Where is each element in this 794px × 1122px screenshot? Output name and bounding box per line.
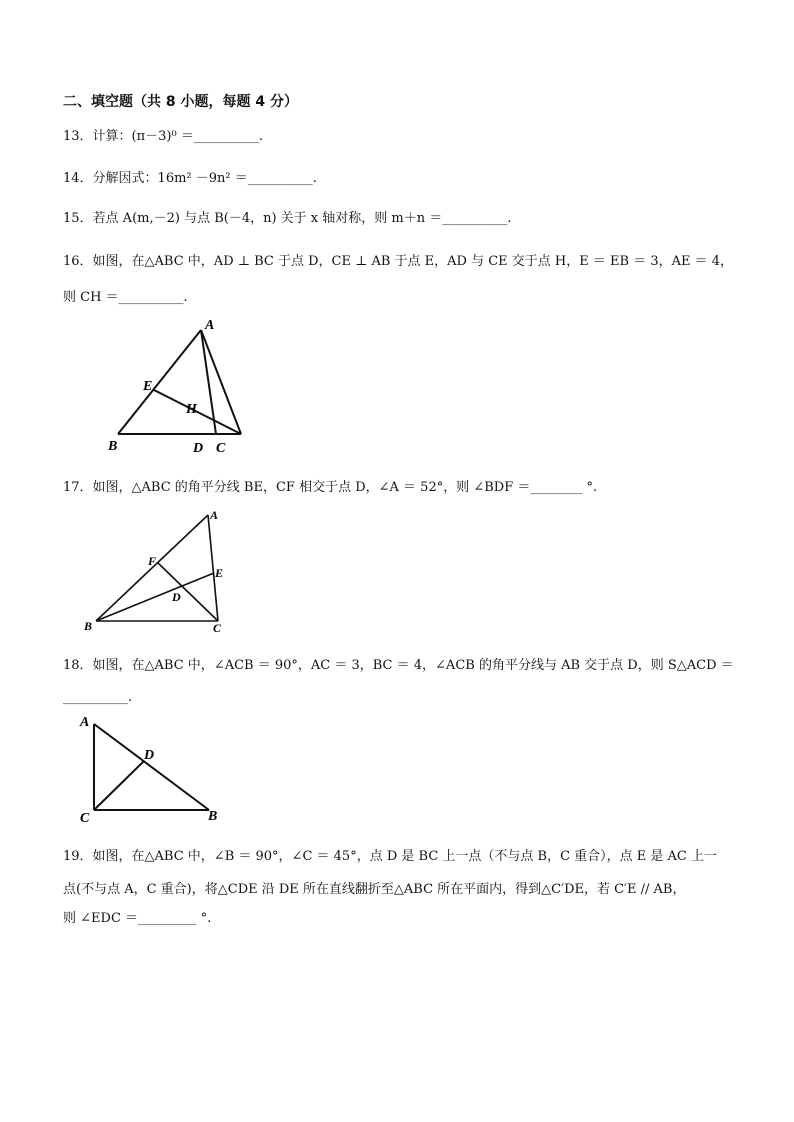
question-19-line3: 则 ∠EDC ＝_________ °.	[63, 911, 212, 926]
label-a: A	[80, 715, 90, 730]
label-a: A	[210, 508, 219, 522]
question-18-line1: 18．如图，在△ABC 中，∠ACB ＝ 90°，AC ＝ 3，BC ＝ 4，∠ACB 的角平分线与 AB 交于点 D，则 S△ACD ＝	[63, 658, 734, 673]
question-16-line1: 16．如图，在△ABC 中，AD ⊥ BC 于点 D，CE ⊥ AB 于点 E，AD 与 CE 交于点 H，E ＝ EB ＝ 3，AE ＝ 4，	[63, 254, 734, 269]
side-ab	[118, 330, 201, 434]
figure-18	[72, 708, 232, 828]
question-17: 17．如图，△ABC 的角平分线 BE，CF 相交于点 D，∠A ＝ 52°，则 ∠BDF ＝________ °.	[63, 480, 598, 495]
bisector-cd	[94, 761, 144, 810]
figure-17	[80, 505, 240, 635]
question-16-line2: 则 CH ＝__________.	[63, 290, 188, 305]
label-a: A	[205, 318, 215, 333]
label-b: B	[84, 619, 93, 633]
label-d: D	[193, 441, 204, 456]
label-c: C	[80, 811, 90, 826]
question-19-line2: 点(不与点 A，C 重合)，将△CDE 沿 DE 所在直线翻折至△ABC 所在平面内，得到△C′DE，若 C′E // AB，	[63, 882, 686, 897]
question-13: 13．计算：(π－3)⁰ ＝__________.	[63, 129, 263, 144]
label-c: C	[216, 441, 226, 456]
section-title: 二、填空题（共 8 小题，每题 4 分）	[63, 94, 298, 110]
label-d: D	[144, 748, 155, 763]
side-ab	[94, 724, 209, 810]
bisector-be	[96, 573, 214, 621]
side-ac	[201, 330, 241, 434]
label-d: D	[172, 590, 181, 604]
question-18-line2: __________.	[63, 690, 133, 705]
side-ab	[96, 515, 208, 621]
altitude-ce	[154, 390, 241, 434]
label-e: E	[143, 379, 153, 394]
question-14: 14．分解因式：16m² －9n² ＝__________.	[63, 171, 317, 186]
label-e: E	[215, 566, 224, 580]
label-b: B	[108, 439, 118, 454]
question-15: 15．若点 A(m,－2) 与点 B(－4，n) 关于 x 轴对称，则 m＋n ＝__________.	[63, 211, 512, 226]
label-b: B	[208, 809, 218, 824]
label-c: C	[213, 621, 222, 635]
label-h: H	[186, 402, 197, 417]
label-f: F	[148, 554, 157, 568]
figure-16	[100, 312, 260, 462]
question-19-line1: 19．如图，在△ABC 中，∠B ＝ 90°，∠C ＝ 45°，点 D 是 BC 上一点（不与点 B，C 重合），点 E 是 AC 上一	[63, 849, 718, 864]
